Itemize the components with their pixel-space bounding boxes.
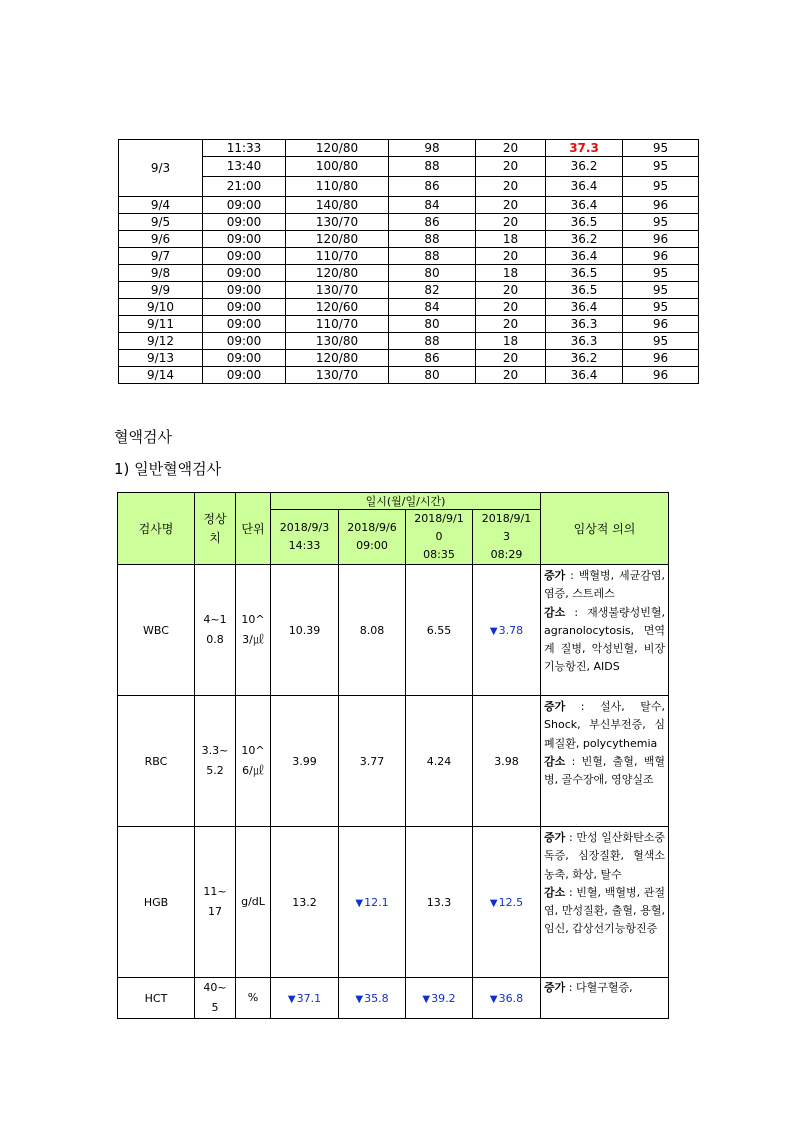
vitals-pulse: 88: [389, 333, 476, 350]
increase-note: [544, 569, 665, 600]
vitals-date: 9/5: [119, 214, 203, 231]
down-arrow-icon: ▼: [422, 993, 431, 1005]
vitals-time: 09:00: [203, 299, 286, 316]
header-date-time: 08:29: [490, 548, 523, 561]
vitals-pulse: 80: [389, 367, 476, 384]
vitals-temp: 36.5: [546, 265, 623, 282]
header-clinical: 임상적 의의: [541, 493, 669, 565]
vitals-time: 09:00: [203, 265, 286, 282]
result-value: [339, 827, 406, 978]
vitals-resp: 20: [476, 299, 546, 316]
vital-signs-table: [118, 139, 699, 384]
result-value-text: 12.5: [498, 895, 524, 909]
vitals-temp: 36.4: [546, 177, 623, 197]
result-value: [271, 565, 339, 696]
vitals-date: 9/6: [119, 231, 203, 248]
vitals-temp: 36.2: [546, 231, 623, 248]
result-value-text: 8.08: [359, 623, 385, 637]
result-value: [473, 696, 541, 827]
vitals-bp: 140/80: [286, 197, 389, 214]
clinical-significance: [541, 827, 669, 978]
vitals-resp: 20: [476, 197, 546, 214]
increase-label: 증가: [544, 569, 566, 582]
vitals-pulse: 88: [389, 231, 476, 248]
vitals-resp: 18: [476, 231, 546, 248]
increase-text: : 만성 일산화탄소중독증, 심장질환, 혈색소 농축, 화상, 탈수: [544, 831, 666, 881]
vitals-date: 9/4: [119, 197, 203, 214]
vitals-date: 9/9: [119, 282, 203, 299]
header-date-day: 2018/9/13: [481, 512, 532, 543]
table-row: [119, 248, 699, 265]
vitals-bp: 120/80: [286, 140, 389, 157]
unit-text: g/dL: [241, 895, 265, 908]
vitals-time: 09:00: [203, 316, 286, 333]
vitals-date: 9/14: [119, 367, 203, 384]
header-date: [339, 510, 406, 565]
vitals-spo2: 95: [623, 333, 699, 350]
table-row: [119, 197, 699, 214]
decrease-label: 감소: [544, 754, 566, 768]
vitals-date: 9/3: [119, 140, 203, 197]
result-value: [406, 565, 473, 696]
header-unit: 단위: [236, 493, 271, 565]
table-row: [119, 177, 699, 197]
vitals-time: 13:40: [203, 157, 286, 177]
normal-range-text: 4~10.8: [203, 613, 227, 646]
vitals-spo2: 96: [623, 350, 699, 367]
vitals-bp: 110/70: [286, 248, 389, 265]
table-row: [119, 214, 699, 231]
decrease-note: [544, 886, 665, 936]
result-value: [339, 565, 406, 696]
unit-text: 10^6/㎕: [241, 744, 265, 777]
table-row: [119, 140, 699, 157]
result-value-text: 4.24: [426, 754, 452, 768]
result-value-text: 39.2: [431, 991, 456, 1005]
vitals-bp: 120/80: [286, 231, 389, 248]
header-date: [473, 510, 541, 565]
down-arrow-icon: ▼: [489, 993, 498, 1005]
increase-text: : 설사, 탈수, Shock, 부신부전증, 심폐질환, polycythemia: [544, 700, 666, 750]
vitals-temp: 36.3: [546, 316, 623, 333]
normal-range-text: 11~17: [203, 885, 227, 918]
table-row: [119, 231, 699, 248]
vitals-time: 09:00: [203, 367, 286, 384]
vitals-spo2: 96: [623, 197, 699, 214]
vitals-pulse: 88: [389, 248, 476, 265]
vitals-temp: 36.4: [546, 248, 623, 265]
result-value: [339, 978, 406, 1019]
header-normal: [195, 493, 236, 565]
table-row: [119, 282, 699, 299]
vitals-temp: 36.3: [546, 333, 623, 350]
vitals-resp: 18: [476, 333, 546, 350]
decrease-label: 감소: [544, 885, 566, 899]
clinical-significance: [541, 565, 669, 696]
result-value-text: 12.1: [364, 895, 389, 909]
unit: [236, 827, 271, 978]
vitals-time: 21:00: [203, 177, 286, 197]
result-value: [271, 827, 339, 978]
result-value-text: 3.78: [498, 623, 524, 637]
vitals-pulse: 86: [389, 350, 476, 367]
vitals-spo2: 96: [623, 316, 699, 333]
result-value: [271, 696, 339, 827]
vitals-pulse: 86: [389, 177, 476, 197]
test-name: WBC: [118, 565, 195, 696]
table-row: [119, 316, 699, 333]
header-date-time: 09:00: [356, 539, 388, 552]
test-name: HCT: [118, 978, 195, 1019]
vitals-temp: 37.3: [546, 140, 623, 157]
vitals-pulse: 84: [389, 299, 476, 316]
decrease-note: [544, 755, 665, 786]
vitals-spo2: 95: [623, 299, 699, 316]
vitals-spo2: 95: [623, 157, 699, 177]
vitals-temp: 36.2: [546, 350, 623, 367]
normal-range-text: 40~5: [203, 981, 227, 1014]
table-row: [119, 299, 699, 316]
decrease-note: [544, 606, 665, 674]
vitals-resp: 20: [476, 177, 546, 197]
vitals-resp: 20: [476, 248, 546, 265]
decrease-label: 감소: [544, 605, 566, 619]
vitals-spo2: 96: [623, 367, 699, 384]
vitals-temp: 36.5: [546, 214, 623, 231]
header-date: [271, 510, 339, 565]
increase-label: 증가: [544, 700, 566, 713]
result-value: [473, 565, 541, 696]
decrease-text: : 재생불량성빈혈, agranolocytosis, 면역계 질병, 악성빈혈, 비장기능항진, AIDS: [544, 605, 666, 674]
vitals-pulse: 82: [389, 282, 476, 299]
unit: [236, 565, 271, 696]
down-arrow-icon: ▼: [489, 897, 498, 909]
test-name: RBC: [118, 696, 195, 827]
header-date-day: 2018/9/3: [279, 521, 330, 534]
table-row: [119, 265, 699, 282]
vitals-date: 9/12: [119, 333, 203, 350]
vitals-resp: 20: [476, 367, 546, 384]
unit: [236, 696, 271, 827]
vitals-date: 9/7: [119, 248, 203, 265]
vitals-pulse: 80: [389, 265, 476, 282]
normal-range: [195, 978, 236, 1019]
table-row: [118, 696, 669, 827]
vitals-date: 9/10: [119, 299, 203, 316]
normal-range: [195, 827, 236, 978]
vitals-spo2: 95: [623, 140, 699, 157]
vitals-temp: 36.4: [546, 197, 623, 214]
clinical-significance: [541, 978, 669, 1019]
down-arrow-icon: ▼: [355, 993, 364, 1005]
result-value-text: 3.99: [292, 754, 317, 768]
vitals-date: 9/11: [119, 316, 203, 333]
vitals-time: 09:00: [203, 197, 286, 214]
result-value: [406, 696, 473, 827]
result-value: [271, 978, 339, 1019]
vitals-pulse: 86: [389, 214, 476, 231]
vitals-bp: 120/80: [286, 265, 389, 282]
table-row: [118, 827, 669, 978]
vitals-date: 9/13: [119, 350, 203, 367]
vitals-resp: 20: [476, 140, 546, 157]
table-row: [119, 350, 699, 367]
clinical-significance: [541, 696, 669, 827]
result-value-text: 10.39: [288, 623, 321, 637]
vitals-pulse: 98: [389, 140, 476, 157]
vitals-time: 11:33: [203, 140, 286, 157]
header-normal-text: 정상치: [203, 511, 227, 545]
decrease-text: : 빈혈, 출혈, 백혈병, 골수장애, 영양실조: [544, 754, 666, 787]
header-date-day: 2018/9/6: [347, 521, 397, 534]
down-arrow-icon: ▼: [355, 897, 364, 909]
vitals-resp: 20: [476, 214, 546, 231]
vitals-spo2: 96: [623, 231, 699, 248]
result-value-text: 37.1: [296, 991, 322, 1005]
decrease-text: : 빈혈, 백혈병, 관절염, 만성질환, 출혈, 용혈, 임신, 갑상선기능항진증: [544, 885, 666, 936]
vitals-pulse: 84: [389, 197, 476, 214]
header-date-time: 08:35: [423, 548, 455, 561]
vitals-bp: 130/70: [286, 367, 389, 384]
unit-text: 10^3/㎕: [241, 613, 265, 646]
vitals-spo2: 95: [623, 177, 699, 197]
increase-text: : 다혈구혈증,: [565, 981, 633, 994]
vitals-spo2: 95: [623, 214, 699, 231]
increase-text: : 백혈병, 세균감염, 염증, 스트레스: [544, 569, 666, 601]
vitals-bp: 130/80: [286, 333, 389, 350]
vitals-pulse: 88: [389, 157, 476, 177]
result-value-text: 36.8: [498, 991, 524, 1005]
vitals-time: 09:00: [203, 333, 286, 350]
down-arrow-icon: ▼: [489, 625, 498, 637]
table-row: [118, 978, 669, 1019]
normal-range: [195, 696, 236, 827]
vitals-bp: 120/80: [286, 350, 389, 367]
vitals-resp: 20: [476, 316, 546, 333]
header-datetime: 일시(월/일/시간): [271, 493, 541, 510]
result-value-text: 3.98: [494, 754, 519, 768]
table-row: [119, 367, 699, 384]
vitals-temp: 36.4: [546, 367, 623, 384]
result-value: [406, 827, 473, 978]
result-value: [473, 978, 541, 1019]
vitals-time: 09:00: [203, 282, 286, 299]
header-date-time: 14:33: [288, 539, 321, 552]
vitals-time: 09:00: [203, 350, 286, 367]
increase-label: 증가: [544, 831, 566, 844]
table-row: [118, 565, 669, 696]
result-value-text: 3.77: [359, 754, 385, 768]
vitals-bp: 120/60: [286, 299, 389, 316]
vitals-bp: 110/70: [286, 316, 389, 333]
result-value-text: 13.2: [292, 895, 317, 909]
section-title: 혈액검사: [114, 428, 172, 446]
result-value-text: 35.8: [364, 991, 389, 1005]
vitals-bp: 130/70: [286, 214, 389, 231]
vitals-bp: 130/70: [286, 282, 389, 299]
vitals-temp: 36.5: [546, 282, 623, 299]
increase-label: 증가: [544, 981, 566, 994]
header-date: [406, 510, 473, 565]
result-value-text: 6.55: [426, 623, 452, 637]
vitals-date: 9/8: [119, 265, 203, 282]
down-arrow-icon: ▼: [287, 993, 296, 1005]
vitals-time: 09:00: [203, 231, 286, 248]
vitals-bp: 100/80: [286, 157, 389, 177]
vitals-time: 09:00: [203, 248, 286, 265]
vitals-spo2: 96: [623, 248, 699, 265]
vitals-temp: 36.2: [546, 157, 623, 177]
vitals-pulse: 80: [389, 316, 476, 333]
unit: [236, 978, 271, 1019]
vitals-temp: 36.4: [546, 299, 623, 316]
increase-note: [544, 700, 665, 750]
increase-note: [544, 831, 665, 881]
header-test-name: 검사명: [118, 493, 195, 565]
test-name: HGB: [118, 827, 195, 978]
table-row: [119, 333, 699, 350]
cbc-table: [117, 492, 669, 1019]
result-value: [339, 696, 406, 827]
result-value: [473, 827, 541, 978]
result-value: [406, 978, 473, 1019]
table-row: [119, 157, 699, 177]
subsection-title: 1) 일반혈액검사: [114, 460, 222, 478]
unit-text: %: [247, 991, 259, 1004]
vitals-resp: 20: [476, 282, 546, 299]
vitals-time: 09:00: [203, 214, 286, 231]
normal-range-text: 3.3~5.2: [201, 744, 229, 777]
vitals-resp: 20: [476, 350, 546, 367]
normal-range: [195, 565, 236, 696]
vitals-spo2: 95: [623, 282, 699, 299]
increase-note: [544, 981, 633, 994]
vitals-resp: 18: [476, 265, 546, 282]
vitals-resp: 20: [476, 157, 546, 177]
header-date-day: 2018/9/10: [414, 512, 464, 543]
vitals-spo2: 95: [623, 265, 699, 282]
result-value-text: 13.3: [426, 895, 452, 909]
vitals-bp: 110/80: [286, 177, 389, 197]
